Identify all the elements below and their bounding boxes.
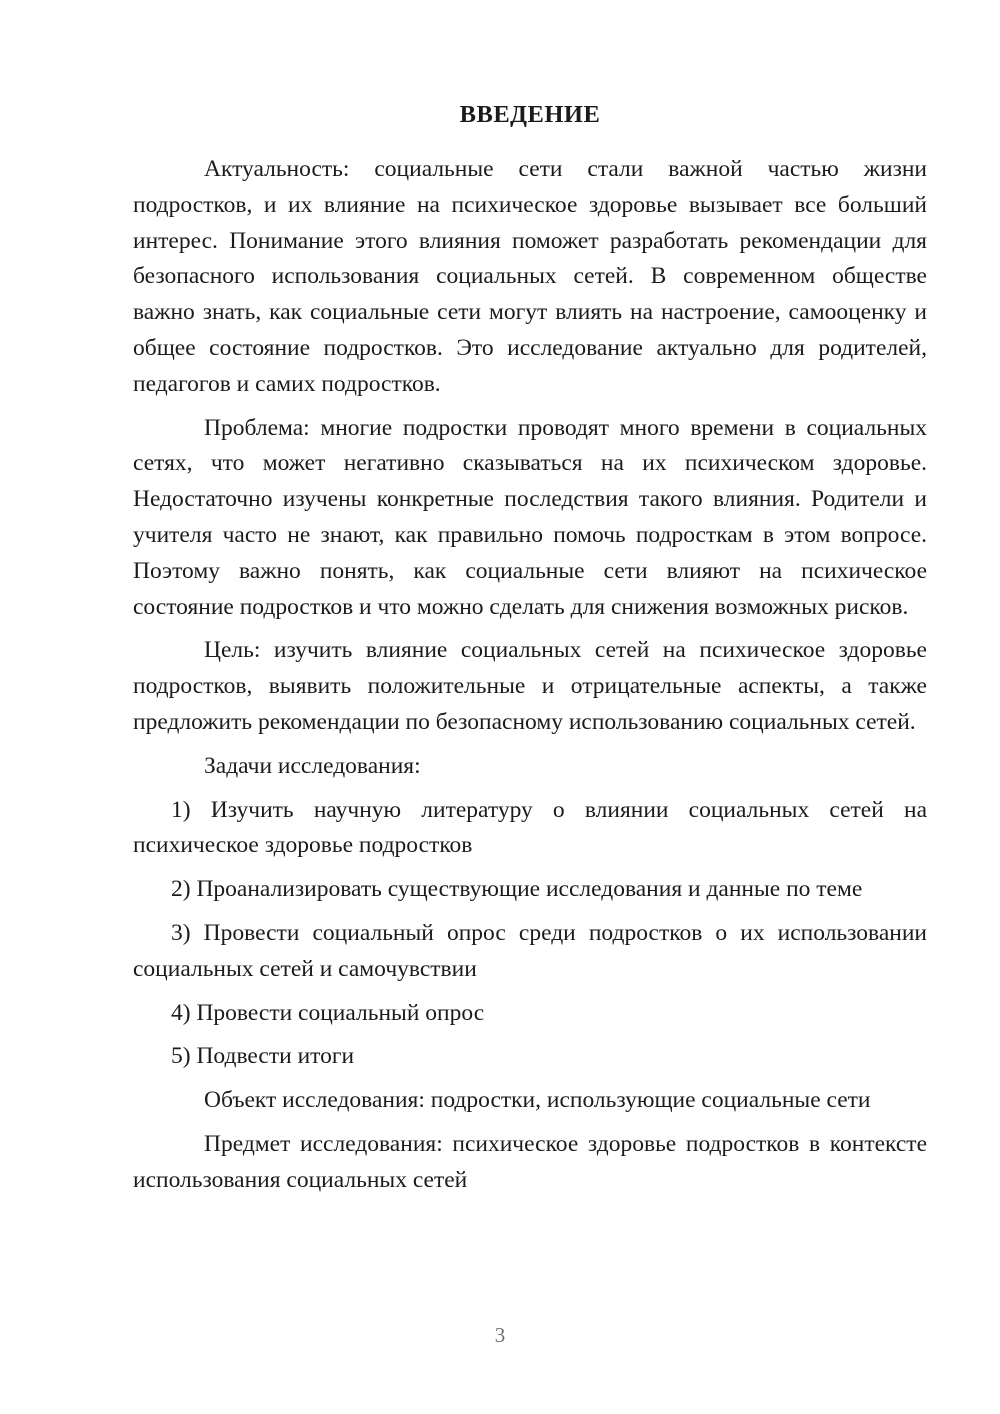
page-number: 3 xyxy=(494,1323,506,1347)
paragraph-relevance: Актуальность: социальные сети стали важной частью жизни подростков, и их влияние на психическое здоровье вызывает все больший интерес. Понимание этого влияния поможет разработать рекомендации для безопасного использования социальных сетей. В современном обществе важно знать, как социальные сети могут влиять на настроение, самооценку и общее состояние подростков. Это исследование актуально для родителей, педагогов и самих подростков. xyxy=(133,156,927,397)
task-item-5: 5) Подвести итоги xyxy=(171,1043,355,1070)
task-item-3: 3) Провести социальный опрос среди подростков о их использовании социальных сетей и самочувствии xyxy=(133,919,927,982)
paragraph-problem: Проблема: многие подростки проводят много времени в социальных сетях, что может негативно сказываться на их психическом здоровье. Недостаточно изучены конкретные последствия такого влияния. Родители и учителя часто не знают, как правильно помочь подросткам в этом вопросе. Поэтому важно понять, как социальные сети влияют на психическое состояние подростков и что можно сделать для снижения возможных рисков. xyxy=(133,414,927,620)
task-item-2: 2) Проанализировать существующие исследования и данные по теме xyxy=(171,876,863,903)
paragraph-goal: Цель: изучить влияние социальных сетей на психическое здоровье подростков, выявить положительные и отрицательные аспекты, а также предложить рекомендации по безопасному использованию социальных сетей. xyxy=(133,637,927,735)
section-title: ВВЕДЕНИЕ xyxy=(459,101,601,128)
paragraph-subject: Предмет исследования: психическое здоровье подростков в контексте использования социальных сетей xyxy=(133,1130,927,1193)
task-item-1: 1) Изучить научную литературу о влиянии социальных сетей на психическое здоровье подростков xyxy=(133,796,927,859)
text-column xyxy=(133,99,927,1207)
task-item-4: 4) Провести социальный опрос xyxy=(171,999,485,1026)
tasks-heading: Задачи исследования: xyxy=(204,752,421,779)
paragraph-object: Объект исследования: подростки, использующие социальные сети xyxy=(204,1087,871,1114)
